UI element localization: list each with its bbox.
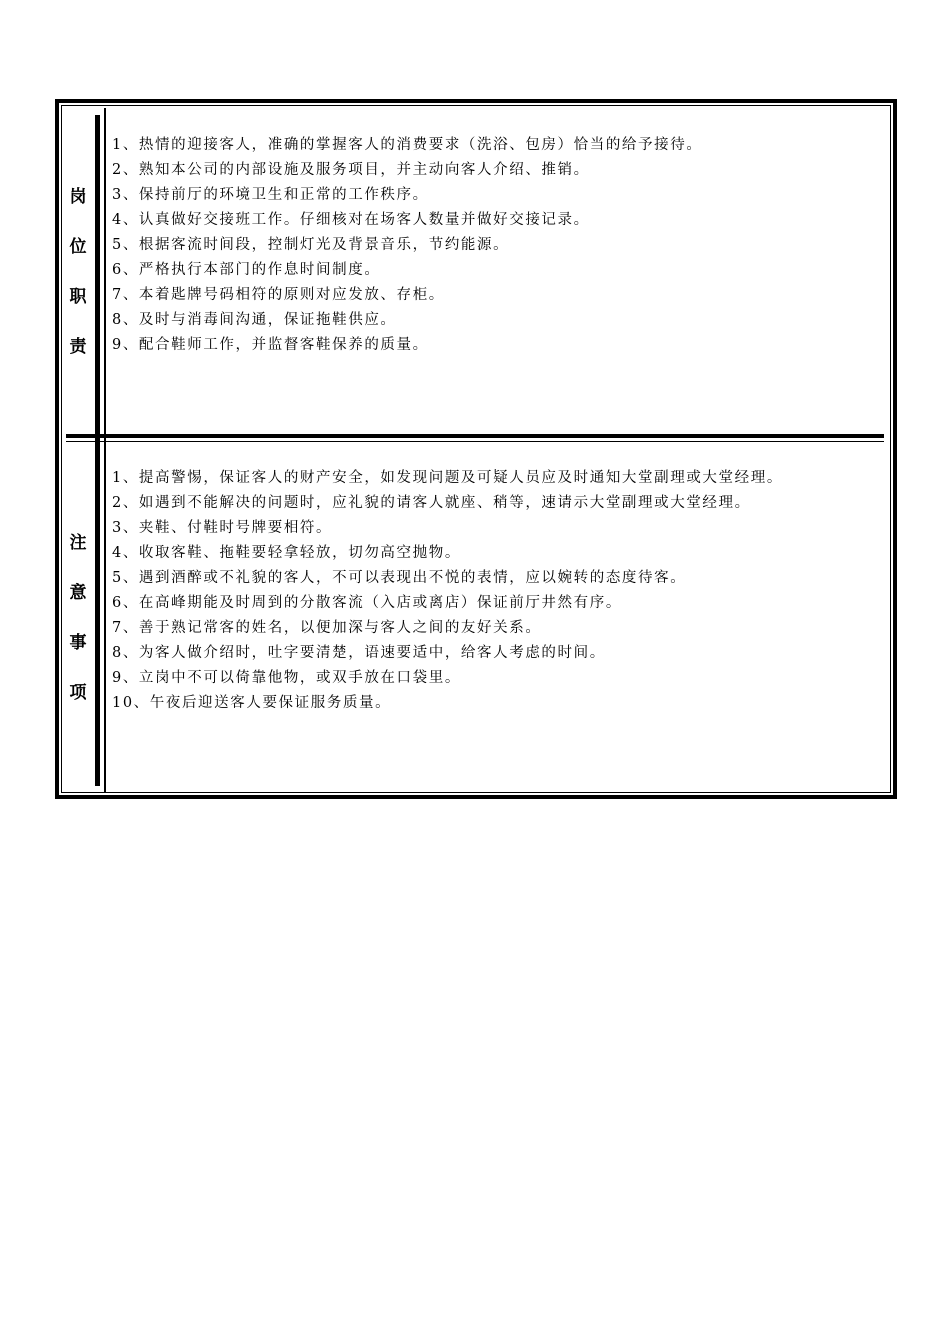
notes-list-item: 8、为客人做介绍时，吐字要清楚，语速要适中，给客人考虑的时间。: [112, 645, 606, 661]
notes-list-item: 7、善于熟记常客的姓名，以便加深与客人之间的友好关系。: [112, 620, 542, 636]
notes-list-item: 5、遇到酒醉或不礼貌的客人，不可以表现出不悦的表情，应以婉转的态度待客。: [112, 570, 687, 586]
notes-list-item: 9、立岗中不可以倚靠他物，或双手放在口袋里。: [112, 670, 461, 686]
row-divider-thick: [66, 434, 884, 438]
notes-list-item: 1、提高警惕，保证客人的财产安全，如发现问题及可疑人员应及时通知大堂副理或大堂经理。: [112, 470, 783, 486]
duties-label-char: 责: [69, 337, 87, 357]
notes-label-char: 项: [69, 683, 87, 703]
notes-list: [112, 466, 886, 716]
duties-label-char: 职: [69, 287, 87, 307]
notes-label-char: 意: [69, 583, 87, 603]
notes-section-label: [60, 518, 96, 718]
duties-list-item: 6、严格执行本部门的作息时间制度。: [112, 262, 381, 278]
notes-list-item: 2、如遇到不能解决的问题时，应礼貌的请客人就座、稍等，速请示大堂副理或大堂经理。: [112, 495, 751, 511]
duties-label-char: 岗: [69, 187, 87, 207]
duties-list-item: 5、根据客流时间段，控制灯光及背景音乐，节约能源。: [112, 237, 510, 253]
notes-list-item: 6、在高峰期能及时周到的分散客流（入店或离店）保证前厅井然有序。: [112, 595, 622, 611]
duties-list-item: 1、热情的迎接客人，准确的掌握客人的消费要求（洗浴、包房）恰当的给予接待。: [112, 137, 703, 153]
row-divider-thin: [66, 441, 884, 442]
notes-label-char: 注: [69, 533, 87, 553]
notes-list-item: 10、午夜后迎送客人要保证服务质量。: [112, 695, 392, 711]
duties-list-item: 4、认真做好交接班工作。仔细核对在场客人数量并做好交接记录。: [112, 212, 590, 228]
duties-list-item: 3、保持前厅的环境卫生和正常的工作秩序。: [112, 187, 429, 203]
notes-label-char: 事: [69, 633, 87, 653]
duties-list-item: 9、配合鞋师工作，并监督客鞋保养的质量。: [112, 337, 429, 353]
notes-list-item: 4、收取客鞋、拖鞋要轻拿轻放，切勿高空抛物。: [112, 545, 461, 561]
duties-list-item: 8、及时与消毒间沟通，保证拖鞋供应。: [112, 312, 397, 328]
notes-list-item: 3、夹鞋、付鞋时号牌要相符。: [112, 520, 333, 536]
column-divider-thin: [104, 108, 106, 792]
duties-section-label: [60, 172, 96, 372]
duties-list: [112, 133, 886, 358]
duties-list-item: 7、本着匙牌号码相符的原则对应发放、存柜。: [112, 287, 445, 303]
duties-list-item: 2、熟知本公司的内部设施及服务项目，并主动向客人介绍、推销。: [112, 162, 590, 178]
duties-label-char: 位: [69, 237, 87, 257]
